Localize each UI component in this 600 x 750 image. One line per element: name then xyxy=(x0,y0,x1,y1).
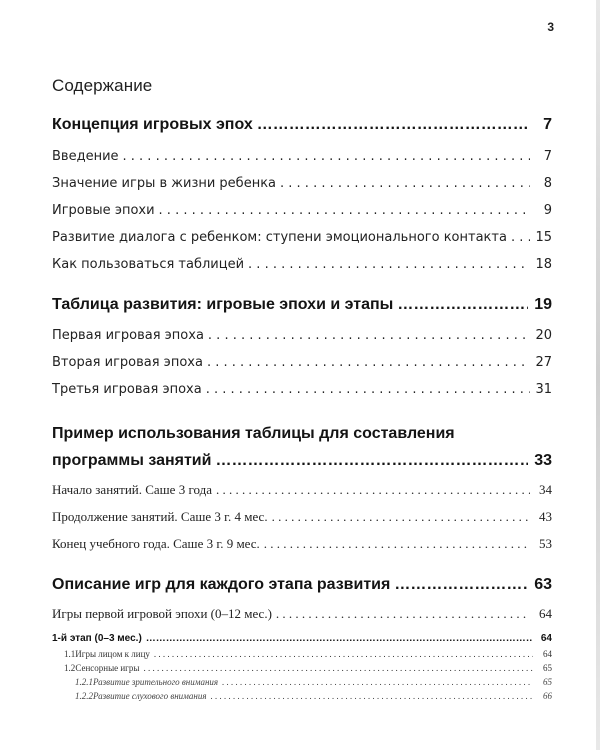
page-title: Содержание xyxy=(52,76,153,95)
toc-item[interactable] xyxy=(52,606,552,622)
section-title-line-2: программы занятий xyxy=(52,452,212,469)
toc-item-label: Конец учебного года. Саше 3 г. 9 мес. xyxy=(52,536,260,551)
toc-subitem-number: 1.2.1 xyxy=(75,677,93,687)
toc-subitem-label: Игры лицом к лицу xyxy=(75,649,150,659)
dot-leader xyxy=(276,606,530,622)
page-reference: 66 xyxy=(543,691,552,701)
dot-leader xyxy=(208,328,530,343)
page-reference: 63 xyxy=(534,576,552,593)
toc-item[interactable] xyxy=(52,257,552,272)
dot-leader xyxy=(154,649,533,659)
toc-section-2[interactable] xyxy=(52,296,552,314)
page-reference: 53 xyxy=(539,536,552,551)
toc-item[interactable] xyxy=(52,382,552,397)
dot-leader xyxy=(280,176,530,191)
toc-item-label: Развитие диалога с ребенком: ступени эмоционального контакта xyxy=(52,230,507,245)
page-reference: 15 xyxy=(535,230,552,245)
toc-item-label: Как пользоваться таблицей xyxy=(52,257,245,272)
toc-item-label: Игры первой игровой эпохи (0–12 мес.) xyxy=(52,606,272,621)
toc-subitem[interactable] xyxy=(52,663,552,673)
toc-subitem[interactable] xyxy=(52,691,552,701)
toc-subitem-label: Развитие зрительного внимания xyxy=(93,677,219,687)
page-reference: 31 xyxy=(535,382,552,397)
toc-item[interactable] xyxy=(52,328,552,343)
toc-item-label: Третья игровая эпоха xyxy=(52,382,202,397)
toc-item[interactable] xyxy=(52,536,552,552)
dot-leader xyxy=(248,257,530,272)
toc-subitem-label: Развитие слухового внимания xyxy=(93,691,207,701)
toc-item-label: Начало занятий. Саше 3 года xyxy=(52,482,212,497)
dot-leader xyxy=(206,382,530,397)
dot-leader xyxy=(211,691,533,701)
page-reference: 9 xyxy=(543,203,552,218)
toc-item-label: Введение xyxy=(52,149,119,164)
toc-item[interactable] xyxy=(52,149,552,164)
section-title-line-1: Пример использования таблицы для составления xyxy=(52,425,455,442)
toc-subitem-label: Сенсорные игры xyxy=(75,663,140,673)
section-title: Описание игр для каждого этапа развития xyxy=(52,576,391,593)
page-reference: 7 xyxy=(543,149,552,164)
toc-item-label: Продолжение занятий. Саше 3 г. 4 мес. xyxy=(52,509,268,524)
section-title: Концепция игровых эпох xyxy=(52,116,253,133)
page-reference: 8 xyxy=(543,176,552,191)
dot-leader xyxy=(511,230,530,245)
page-reference: 7 xyxy=(543,116,552,133)
toc-subitem[interactable] xyxy=(52,649,552,659)
page-reference: 27 xyxy=(535,355,552,370)
toc-subitem-label: 1-й этап (0–3 мес.) xyxy=(52,633,142,644)
page-reference: 33 xyxy=(534,452,552,469)
page-reference: 64 xyxy=(543,649,552,659)
toc-item[interactable] xyxy=(52,230,552,245)
toc-item[interactable] xyxy=(52,482,552,498)
dot-leader xyxy=(264,536,530,552)
page-reference: 43 xyxy=(539,509,552,524)
toc-subitem-number: 1.2 xyxy=(64,663,76,673)
toc-section-1[interactable] xyxy=(52,116,552,134)
section-title: Таблица развития: игровые эпохи и этапы xyxy=(52,296,394,313)
dot-leader xyxy=(143,663,533,673)
dot-leader xyxy=(216,482,530,498)
page-reference: 65 xyxy=(543,663,552,673)
toc-subitem[interactable] xyxy=(52,677,552,687)
page-reference: 64 xyxy=(539,606,552,621)
dot-leader xyxy=(222,677,533,687)
toc-item-label: Вторая игровая эпоха xyxy=(52,355,203,370)
toc-section-4[interactable] xyxy=(52,576,552,594)
toc-subitem-number: 1.2.2 xyxy=(75,691,93,701)
dot-leader xyxy=(159,203,530,218)
toc-section-3[interactable] xyxy=(52,452,552,470)
page-reference: 19 xyxy=(534,296,552,313)
page-reference: 64 xyxy=(540,633,552,644)
toc-item[interactable] xyxy=(52,509,552,525)
page-reference: 65 xyxy=(543,677,552,687)
dot-leader xyxy=(146,633,532,644)
page-number: 3 xyxy=(547,20,554,34)
dot-leader xyxy=(272,509,530,525)
toc-item[interactable] xyxy=(52,203,552,218)
dot-leader xyxy=(257,116,528,134)
toc-item-label: Игровые эпохи xyxy=(52,203,155,218)
toc-item[interactable] xyxy=(52,355,552,370)
page-reference: 20 xyxy=(535,328,552,343)
dot-leader xyxy=(394,576,528,594)
page-edge-shadow xyxy=(596,0,600,750)
toc-item-label: Первая игровая эпоха xyxy=(52,328,204,343)
dot-leader xyxy=(397,296,528,314)
page-reference: 34 xyxy=(539,482,552,497)
toc-subitem[interactable] xyxy=(52,633,552,644)
toc-item[interactable] xyxy=(52,176,552,191)
dot-leader xyxy=(215,452,528,470)
dot-leader xyxy=(123,149,530,164)
page-reference: 18 xyxy=(535,257,552,272)
toc-item-label: Значение игры в жизни ребенка xyxy=(52,176,277,191)
toc-subitem-number: 1.1 xyxy=(64,649,76,659)
dot-leader xyxy=(207,355,530,370)
